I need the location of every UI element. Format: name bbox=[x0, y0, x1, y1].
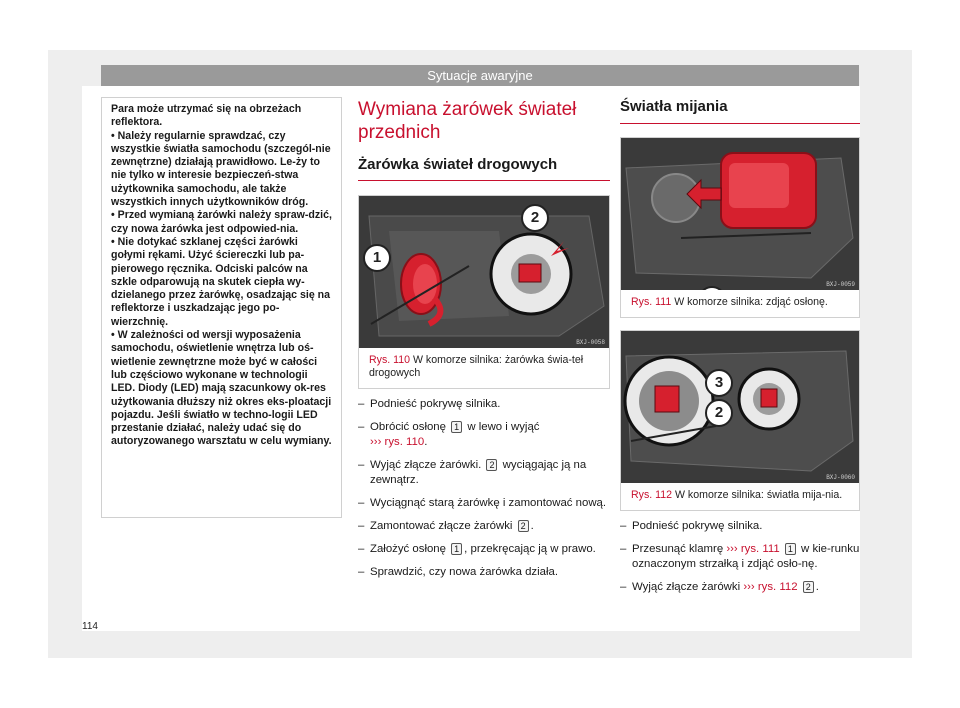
step-text: w lewo i wyjąć bbox=[464, 421, 540, 433]
warning-list bbox=[111, 130, 332, 449]
figure-code: BXJ-0060 bbox=[826, 474, 855, 481]
low-beam-steps bbox=[620, 519, 860, 595]
figure-remove-cover bbox=[620, 137, 860, 318]
figure-reference-link[interactable]: ››› rys. 110 bbox=[370, 436, 425, 448]
step-number-badge: 1 bbox=[451, 421, 462, 433]
warning-intro: Para może utrzymać się na obrzeżach reflektora. bbox=[111, 103, 302, 129]
section-title: Wymiana żarówek świateł przednich bbox=[358, 99, 577, 143]
warning-item: • Przed wymianą żarówki należy spraw-dzić, czy nowa żarówka jest odpowied-nia. bbox=[111, 209, 332, 236]
step-text: Wyjąć złącze żarówki. bbox=[370, 459, 485, 471]
figure-caption-text: W komorze silnika: żarówka świa-teł drogowych bbox=[369, 354, 584, 379]
step-text: Wyjąć złącze żarówki bbox=[632, 581, 744, 593]
figure-label: Rys. 110 bbox=[369, 354, 411, 366]
headlamp-cover-illustration bbox=[621, 138, 859, 290]
step-item bbox=[358, 542, 610, 557]
step-text: wyciągając ją na zewnątrz. bbox=[370, 459, 587, 486]
figure-code: BXJ-0059 bbox=[826, 281, 855, 288]
step-item bbox=[358, 420, 610, 450]
step-number-badge: 2 bbox=[518, 520, 529, 532]
figure-high-beam bbox=[358, 195, 610, 389]
subsection-title-low-beam: Światła mijania bbox=[620, 98, 860, 124]
warning-item: • W zależności od wersji wyposażenia samochodu, oświetlenie wnętrza lub oś-wietlenie zewnętrzne może być w całości lub częściowo wykonane w technologii LED. Diody (LED) mają szacunkowy ok-res użytkowania dłuższy niż okres eks-ploatacji pojazdu. Jeśli światło w techno-logii LED przestanie działać, należy udać się do autoryzowanego warsztatu w celu wymiany. bbox=[111, 329, 332, 449]
page-header: Sytuacje awaryjne bbox=[101, 65, 859, 86]
step-text: Podnieść pokrywę silnika. bbox=[370, 398, 501, 410]
callout-2: 2 bbox=[521, 204, 549, 232]
step-item bbox=[620, 519, 860, 534]
step-text: Wyciągnąć starą żarówkę i zamontować nową. bbox=[370, 497, 607, 509]
step-text: , przekręcając ją w prawo. bbox=[464, 543, 596, 555]
figure-reference-link[interactable]: ››› rys. 112 bbox=[743, 581, 798, 593]
step-item bbox=[358, 496, 610, 511]
callout-1: 1 bbox=[363, 244, 391, 272]
main-column bbox=[358, 98, 610, 580]
step-item bbox=[358, 458, 610, 488]
step-text: . bbox=[815, 581, 819, 593]
subsection-title-high-beam: Żarówka świateł drogowych bbox=[358, 156, 610, 181]
figure-label: Rys. 111 bbox=[631, 296, 672, 308]
side-column bbox=[620, 98, 860, 595]
step-item bbox=[358, 519, 610, 534]
callout-2: 2 bbox=[705, 399, 733, 427]
figure-reference-link[interactable]: ››› rys. 111 bbox=[726, 543, 780, 555]
warning-box bbox=[101, 97, 342, 518]
low-beam-illustration bbox=[621, 331, 859, 483]
step-text: w kie-runku oznaczonym strzałką i zdjąć osło-nę. bbox=[632, 543, 860, 570]
step-text: . bbox=[530, 520, 534, 532]
step-text: Obrócić osłonę bbox=[370, 421, 450, 433]
figure-image-low-beam bbox=[621, 331, 859, 483]
figure-caption bbox=[359, 348, 609, 388]
step-text: Zamontować złącze żarówki bbox=[370, 520, 516, 532]
page-number: 114 bbox=[82, 621, 98, 632]
step-text: Sprawdzić, czy nowa żarówka działa. bbox=[370, 566, 559, 578]
callout-3: 3 bbox=[705, 369, 733, 397]
figure-low-beam bbox=[620, 330, 860, 511]
figure-image-remove-cover bbox=[621, 138, 859, 290]
warning-item: • Należy regularnie sprawdzać, czy wszystkie światła samochodu (szczegól-nie zewnętrzne) działają prawidłowo. Le-ży to nie tylko w interesie bezpieczeń-stwa użytkownika samochodu, ale także wszystkich innych użytkowników dróg. bbox=[111, 130, 332, 210]
step-number-badge: 1 bbox=[785, 543, 796, 555]
figure-caption bbox=[621, 483, 859, 510]
step-item bbox=[620, 542, 860, 572]
step-item bbox=[620, 580, 860, 595]
step-text: Przesunąć klamrę bbox=[632, 543, 727, 555]
step-text: Podnieść pokrywę silnika. bbox=[632, 520, 763, 532]
figure-caption-text: W komorze silnika: zdjąć osłonę. bbox=[674, 296, 828, 308]
step-item bbox=[358, 565, 610, 580]
step-text: Założyć osłonę bbox=[370, 543, 450, 555]
headlamp-illustration bbox=[359, 196, 609, 348]
figure-image-high-beam bbox=[359, 196, 609, 348]
step-number-badge: 1 bbox=[451, 543, 462, 555]
high-beam-steps bbox=[358, 397, 610, 580]
figure-caption-text: W komorze silnika: światła mija-nia. bbox=[674, 489, 843, 501]
figure-code: BXJ-0058 bbox=[576, 339, 605, 346]
figure-label: Rys. 112 bbox=[631, 489, 673, 501]
step-item bbox=[358, 397, 610, 412]
step-number-badge: 2 bbox=[486, 459, 497, 471]
figure-caption bbox=[621, 290, 859, 317]
step-text: . bbox=[424, 436, 428, 448]
warning-item: • Nie dotykać szklanej części żarówki gołymi rękami. Użyć ściereczki lub pa-pierowego ręcznika. Odciski palców na szkle odparowują na skutek ciepła wy-dzielanego przez żarówkę, osadzając się na reflektorze i uszkadzając jego po-wierzchnię. bbox=[111, 236, 332, 329]
step-number-badge: 2 bbox=[803, 581, 814, 593]
